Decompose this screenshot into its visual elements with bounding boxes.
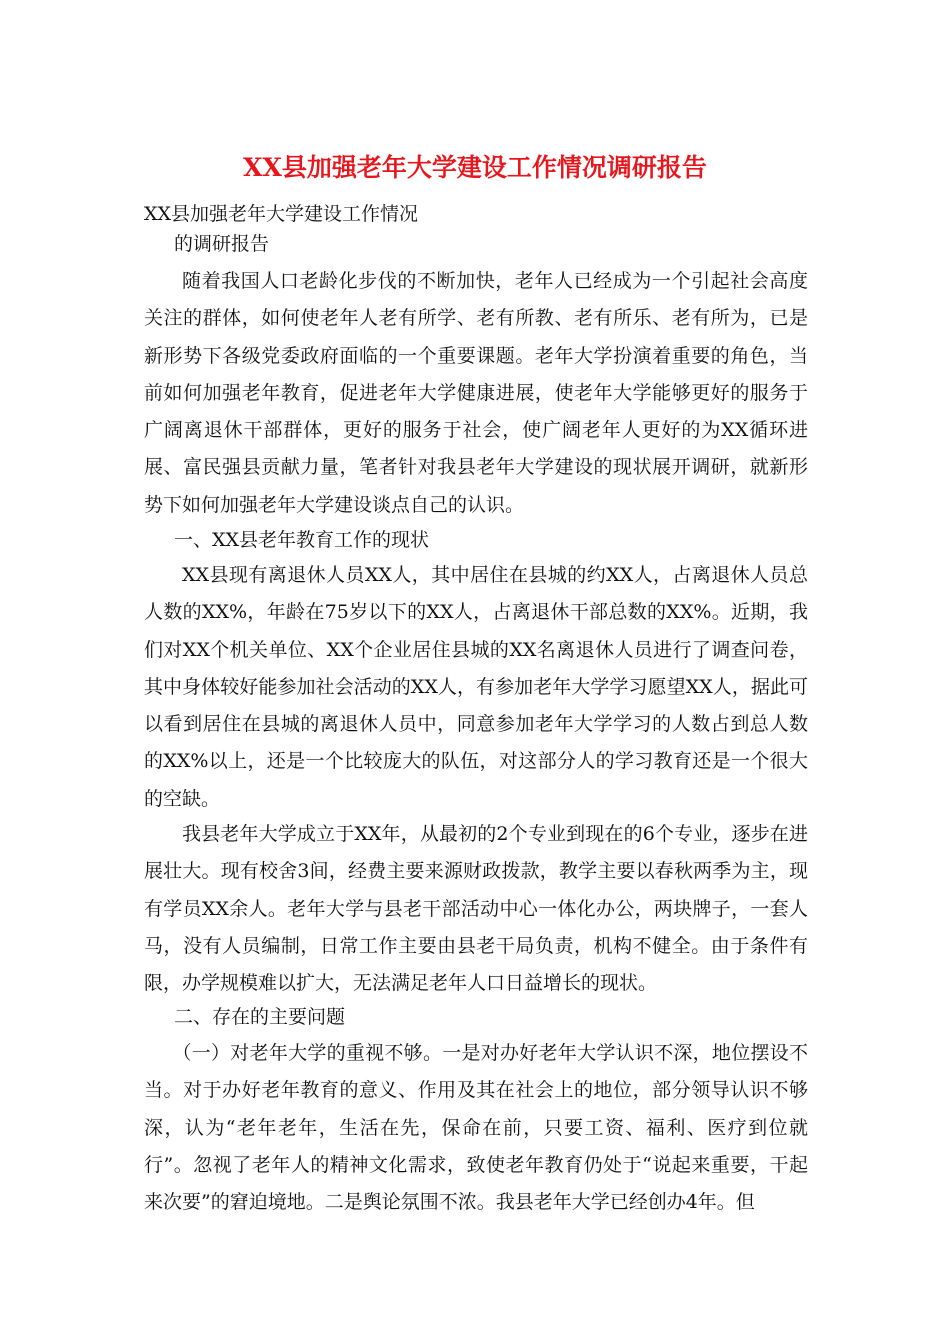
paragraph-status-1: XX县现有离退休人员XX人，其中居住在县城的约XX人，占离退休人员总人数的XX%，年龄在75岁以下的XX人，占离退休干部总数的XX%。近期，我们对XX个机关单位、XX个企业居住县城的XX名离退休人员进行了调查问卷，其中身体较好能参加社会活动的XX人，有参加老年大学学习愿望XX人，据此可以看到居住在县城的离退休人员中，同意参加老年大学学习的人数占到总人数的XX%以上，还是一个比较庞大的队伍，对这部分人的学习教育还是一个很大的空缺。 [144, 564, 808, 810]
subtitle-line-1: XX县加强老年大学建设工作情况 [144, 203, 419, 225]
paragraph-problems-1: （一）对老年大学的重视不够。一是对办好老年大学认识不深，地位摆设不当。对于办好老年教育的意义、作用及其在社会上的地位，部分领导认识不够深，认为“老年老年，生活在先，保命在前，只要工资、福利、医疗到位就行”。忽视了老年人的精神文化需求，致使老年教育仍处于“说起来重要，干起来次要”的窘迫境地。二是舆论氛围不浓。我县老年大学已经创办4年。但 [144, 1042, 808, 1214]
subtitle-line-2: 的调研报告 [174, 233, 270, 255]
document-title: XX县加强老年大学建设工作情况调研报告 [243, 153, 707, 182]
paragraph-intro: 随着我国人口老龄化步伐的不断加快，老年人已经成为一个引起社会高度关注的群体，如何使老年人老有所学、老有所教、老有所乐、老有所为，已是新形势下各级党委政府面临的一个重要课题。老年大学扮演着重要的角色，当前如何加强老年教育，促进老年大学健康进展，使老年大学能够更好的服务于广阔离退休干部群体，更好的服务于社会，使广阔老年人更好的为XX循环进展、富民强县贡献力量，笔者针对我县老年大学建设的现状展开调研，就新形势下如何加强老年大学建设谈点自己的认识。 [144, 270, 808, 516]
paragraph-status-2: 我县老年大学成立于XX年，从最初的2个专业到现在的6个专业，逐步在进展壮大。现有校舍3间，经费主要来源财政拨款，教学主要以春秋两季为主，现有学员XX余人。老年大学与县老干部活动中心一体化办公，两块牌子，一套人马，没有人员编制，日常工作主要由县老干局负责，机构不健全。由于条件有限，办学规模难以扩大，无法满足老年人口日益增长的现状。 [144, 823, 808, 995]
section-heading-1: 一、XX县老年教育工作的现状 [174, 529, 430, 551]
section-heading-2: 二、存在的主要问题 [174, 1006, 346, 1028]
